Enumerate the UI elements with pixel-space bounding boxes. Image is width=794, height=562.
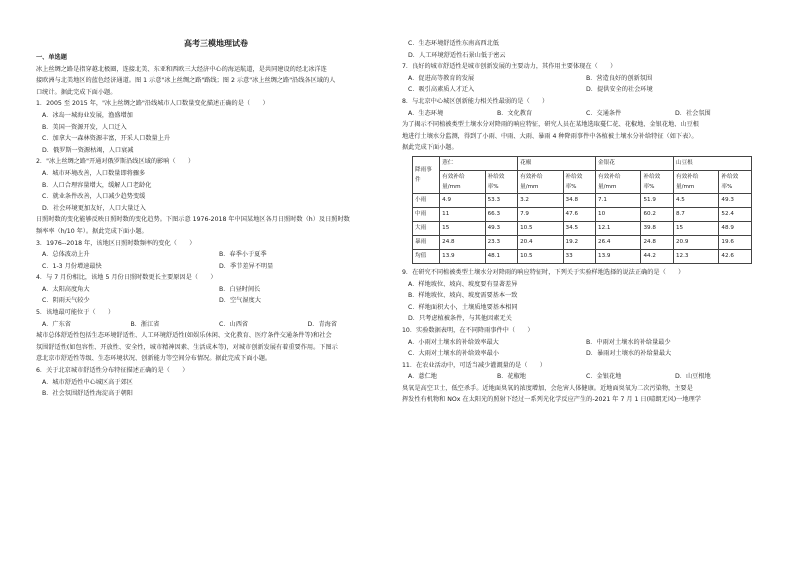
table-row	[413, 235, 752, 249]
table-cell: 66.3	[485, 207, 517, 221]
table-group-header: 金银花	[596, 156, 674, 170]
table-subheader: 有效补给量/mm	[440, 170, 485, 193]
question-6-stem: 6．关于北京城市舒适性分布特征描述正确的是（ ）	[36, 367, 189, 375]
table-cell: 33	[563, 249, 595, 263]
section-heading: 一、单选题	[36, 54, 67, 61]
q9-option-d[interactable]: D．只考虑植被条件，与其他因素无关	[408, 315, 512, 323]
q6-option-b[interactable]: B．社会氛围舒适性海淀高于朝阳	[42, 390, 133, 398]
table-cell: 52.4	[719, 207, 752, 221]
q10-options-row	[402, 348, 764, 360]
q9-option-a[interactable]: A．样地坡位、坡向、坡度要有显著差异	[408, 280, 518, 288]
intro-line: 挥发性有机物和 NOx 在太阳光的照射下经过一系列光化学反应产生的-2021 年 7 月 1 日(晴朗无风)一地理学	[402, 396, 701, 404]
intro-line: 日照时数的变化能够反映日照时数的变化趋势。下图示意 1976-2018 年中国某地区各月日照时数（h）及日照时数	[36, 216, 350, 224]
question-3-stem: 3．1976--2018 年，该地区日照时数频率的变化（ ）	[36, 239, 196, 247]
table-row	[413, 207, 752, 221]
table-group-header: 山豆根	[673, 156, 751, 170]
intro-line: 为了揭示不同植被类型土壤水分对降雨的响应特征，研究人员在某地选取蔓仁花、花椒地、金银花地、山豆根	[402, 121, 699, 129]
intro-line: 频率率（h/10 年）。据此完成下面小题。	[36, 227, 148, 235]
table-subheader: 有效补给量/mm	[596, 170, 641, 193]
table-subheader: 有效补给量/mm	[518, 170, 563, 193]
q7-option-a[interactable]: A．促进高等教育的发展	[408, 74, 475, 82]
table-cell: 51.9	[641, 193, 673, 207]
q3-options-row	[36, 261, 396, 273]
table-cell: 24.8	[641, 235, 673, 249]
q6-option-d[interactable]: D．人工环境舒适性石景山低于密云	[408, 51, 506, 59]
q1-option-a[interactable]: A．冰岛一城海业发展，渔盛增加	[42, 111, 133, 119]
table-cell: 60.2	[641, 207, 673, 221]
q7-options-row	[402, 73, 764, 85]
q7-option-b[interactable]: B．营造良好的创新氛围	[586, 74, 653, 82]
q11-option-d[interactable]: D．山豆根地	[675, 373, 711, 381]
table-cell: 7.9	[518, 207, 563, 221]
table-row-label: 大雨	[413, 221, 440, 235]
q3-option-b[interactable]: B．春季小于夏季	[219, 251, 267, 259]
table-row-label: 中雨	[413, 207, 440, 221]
q5-options-row	[36, 319, 396, 331]
table-cell: 20.9	[673, 235, 718, 249]
q7-option-c[interactable]: C．吸引高素质人才迁入	[408, 86, 475, 94]
table-corner-cell: 降雨事件	[413, 156, 440, 193]
question-4-stem: 4．与 7 月份相比，该地 5 月份日照时数更长主要原因是（ ）	[36, 274, 217, 282]
q11-option-b[interactable]: B．花椒地	[497, 373, 526, 381]
q5-option-c[interactable]: C．山西省	[219, 320, 249, 328]
q2-option-c[interactable]: C．就业条件改善，人口减少趋势变缓	[42, 193, 146, 201]
q11-options-row	[402, 371, 764, 383]
table-cell: 10.5	[518, 249, 563, 263]
table-cell: 34.5	[563, 221, 595, 235]
table-row-label: 暴雨	[413, 235, 440, 249]
question-1-stem: 1．2005 至 2015 年，"冰上丝绸之路"沿线城市人口数量变化描述正确的是（ ）	[36, 100, 269, 108]
table-cell: 10	[596, 207, 641, 221]
q3-option-a[interactable]: A．总体波动上升	[42, 251, 90, 259]
q1-option-c[interactable]: C．加拿大一森林资源丰富，开采人口数量上升	[42, 135, 171, 143]
q4-options-row	[36, 284, 396, 296]
table-subheader: 补给效率%	[563, 170, 595, 193]
q11-option-c[interactable]: C．金银花地	[586, 373, 622, 381]
table-cell: 49.3	[485, 221, 517, 235]
table-cell: 15	[440, 221, 485, 235]
table-cell: 20.4	[518, 235, 563, 249]
table-cell: 24.8	[440, 235, 485, 249]
table-cell: 48.1	[485, 249, 517, 263]
q3-option-c[interactable]: C．1-3 月份增速最快	[42, 262, 102, 270]
rainfall-recharge-table	[412, 156, 752, 264]
q3-option-d[interactable]: D．季节差异不明显	[219, 262, 274, 270]
table-subheader-row	[413, 170, 752, 193]
question-8-stem: 8．与北京中心城区创新能力相关性最弱的是（ ）	[402, 97, 549, 105]
table-row	[413, 221, 752, 235]
table-row-label: 均值	[413, 249, 440, 263]
table-subheader: 补给效率%	[641, 170, 673, 193]
table-cell: 3.2	[518, 193, 563, 207]
q4-options-row	[36, 295, 396, 307]
q4-option-c[interactable]: C．阴雨天气较少	[42, 297, 90, 305]
q10-option-d[interactable]: D．暴雨对土壤水的补给量最大	[586, 350, 672, 358]
intro-line: 接欧洲与北美地区的蓝色经济通道。图 1 示意"冰上丝绸之路"路线；图 2 示意"冰上丝绸之路"沿线各区域的人	[36, 77, 336, 85]
table-cell: 4.5	[673, 193, 718, 207]
intro-line: 氛围舒适性(如包容性、开放性、安全性，城市精神因素、生活成本等)，对城市创新发展有着重要作用。下图示	[36, 343, 338, 351]
q2-option-d[interactable]: D．社会环境更加友好，人口大量迁入	[42, 204, 146, 212]
table-group-header: 花椒	[518, 156, 596, 170]
q11-option-a[interactable]: A．薏仁地	[408, 373, 437, 381]
q8-options-row	[402, 108, 764, 120]
intro-line: 意北京市舒适性等级、生态环境状况、创新能力等空间分布情况。据此完成下面小题。	[36, 355, 272, 363]
q5-option-d[interactable]: D．青海省	[307, 320, 338, 328]
q3-options-row	[36, 249, 396, 261]
question-9-stem: 9．在研究不同植被类型土壤水分对降雨的响应特征时，下列关于实验样地选择的说法正确的是（ ）	[402, 268, 685, 276]
q1-option-d[interactable]: D．俄罗斯一资源枯竭，人口衰减	[42, 146, 134, 154]
q5-option-a[interactable]: A．广东省	[42, 320, 71, 328]
table-row-label: 小雨	[413, 193, 440, 207]
table-cell: 7.1	[596, 193, 641, 207]
exam-title: 高考三模地理试卷	[184, 39, 248, 48]
table-cell: 15	[673, 221, 718, 235]
table-row	[413, 193, 752, 207]
table-subheader: 补给效率%	[719, 170, 752, 193]
table-cell: 39.8	[641, 221, 673, 235]
table-cell: 53.3	[485, 193, 517, 207]
table-row	[413, 249, 752, 263]
q8-option-d[interactable]: D．社会氛围	[675, 109, 711, 117]
right-column	[402, 38, 764, 406]
table-cell: 19.2	[563, 235, 595, 249]
table-cell: 23.3	[485, 235, 517, 249]
intro-line: 据此完成下面小题。	[402, 144, 458, 152]
q2-option-b[interactable]: B．人口合理容量增大，缓解人口老龄化	[42, 181, 152, 189]
table-cell: 44.2	[641, 249, 673, 263]
q8-option-c[interactable]: C．交通条件	[586, 109, 622, 117]
intro-line: 地进行土壤水分监测，得到了小雨、中雨、大雨、暴雨 4 种降雨事件中各植被土壤水分补给特征（如下表）。	[402, 132, 698, 140]
q4-option-a[interactable]: A．太阳高度角大	[42, 285, 90, 293]
q1-option-b[interactable]: B．美国一资源开发，人口迁入	[42, 123, 127, 131]
table-group-header: 薏仁	[440, 156, 518, 170]
table-cell: 13.9	[440, 249, 485, 263]
table-cell: 42.6	[719, 249, 752, 263]
q6-option-c[interactable]: C．生态环境舒适性东南高西北低	[408, 40, 499, 47]
q10-option-b[interactable]: B．中雨对土壤水的补给量最少	[586, 338, 671, 346]
table-cell: 12.1	[596, 221, 641, 235]
table-cell: 8.7	[673, 207, 718, 221]
intro-line: 口统计。据此完成下面小题。	[36, 88, 117, 96]
q7-option-d[interactable]: D．提供安全的社会环境	[586, 86, 653, 94]
table-cell: 10.5	[518, 221, 563, 235]
q6-option-a[interactable]: A．城市舒适性中心城区高于郊区	[42, 378, 133, 386]
question-2-stem: 2．"冰上丝绸之路"开通对俄罗斯沿线区域的影响（ ）	[36, 158, 195, 166]
question-7-stem: 7．良好的城市舒适性是城市创新发展的主要动力，其作用主要体现在（ ）	[402, 63, 617, 71]
q7-options-row	[402, 84, 764, 96]
table-cell: 19.6	[719, 235, 752, 249]
table-subheader: 补给效率%	[485, 170, 517, 193]
q4-option-b[interactable]: B．白昼时间长	[219, 285, 261, 293]
question-10-stem: 10．实验数据表明，在不同降雨事件中（ ）	[402, 326, 534, 334]
left-column	[36, 38, 396, 400]
question-11-stem: 11．在农业活动中，可适当减少灌溉量的是（ ）	[402, 361, 546, 369]
q9-option-c[interactable]: C．样地面积大小，土壤质地要基本相同	[408, 303, 518, 311]
q10-options-row	[402, 337, 764, 349]
table-cell: 4.9	[440, 193, 485, 207]
q4-option-d[interactable]: D．空气湿度大	[219, 297, 261, 305]
q10-option-c[interactable]: C．大雨对土壤水的补给效率最小	[408, 350, 499, 358]
table-cell: 26.4	[596, 235, 641, 249]
table-cell: 13.9	[596, 249, 641, 263]
table-cell: 47.6	[563, 207, 595, 221]
table-cell: 11	[440, 207, 485, 221]
table-cell: 34.8	[563, 193, 595, 207]
table-cell: 12.3	[673, 249, 718, 263]
q8-option-a[interactable]: A．生态环境	[408, 109, 444, 117]
table-body	[413, 193, 752, 263]
q2-option-a[interactable]: A．城市环境改善，人口数量即将骤多	[42, 169, 146, 177]
table-group-header-row	[413, 156, 752, 170]
table-cell: 48.9	[719, 221, 752, 235]
intro-line: 冰上丝绸之路是指穿越北极圈，连接北美、东亚和西欧三大经济中心的海运航道，是共同建设的经北冰洋连	[36, 65, 327, 73]
table-subheader: 有效补给量/mm	[673, 170, 718, 193]
q9-option-b[interactable]: B．样地坡位、坡向、坡度需要基本一致	[408, 292, 518, 300]
intro-line: 城市总体舒适性包括生态环境舒适性、人工环境舒适性(如娱乐休闲、文化教育、医疗条件交通条件等)和社会	[36, 332, 332, 340]
q8-option-b[interactable]: B．文化教育	[497, 109, 533, 117]
table-cell: 49.3	[719, 193, 752, 207]
intro-line: 臭氧是高空卫士，低空杀手。近地面臭氧的浓度增加，会危害人体健康。近地面臭氧为二次污染物，主要是	[402, 384, 693, 392]
q10-option-a[interactable]: A．小雨对土壤水的补给效率最大	[408, 338, 499, 346]
question-5-stem: 5．该地最可能位于（ ）	[36, 309, 115, 317]
q5-option-b[interactable]: B．浙江省	[130, 320, 160, 328]
